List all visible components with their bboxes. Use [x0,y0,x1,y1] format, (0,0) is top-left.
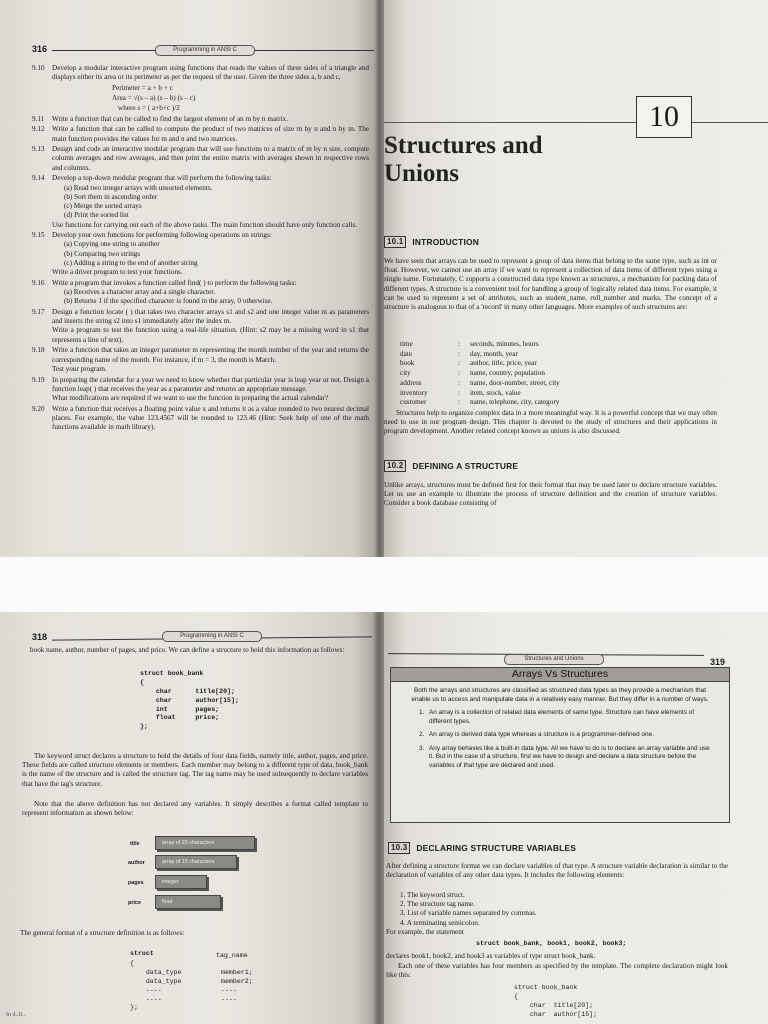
structures-paragraph: Structures help to organize complex data in a more meaningful way. It is a powerful concept that we may often need to use in our program design. This chapter is devoted to the study of structures and their applications in program development. Another related concept known as unions is also discussed. [384,409,717,436]
diagram-label-pages: pages [128,880,144,886]
sidebar-item: 1. An array is a collection of related data elements of same type. Structure can have elements of different types. [419,709,694,725]
formula-area: Area = √(s – a) (s – b) (s – c) [112,94,196,103]
running-head: Structures and Unions [504,654,604,665]
exercises-list [32,64,369,434]
exercise-9-14-item: (a) Read two integer arrays with unsorted elements. [64,183,213,192]
exercise-9-13: 9.13 Design and code an interactive modular program that will use functions to a matrix of m by n size, compute column averages and row averages, and then print the entire matrix with averages shown in respective rows and columns. [32,145,369,172]
intro-paragraph: We have seen that arrays can be used to represent a group of data items that belong to the same type, such as int or float. However, we cannot use an array if we want to represent a collection of data items of different types using a single name. Fortunately, C supports a constructed data type known as structures, a mechanism for packing data of different types. A structure is a convenient tool for handling a group of logically related data items. For example, it can be used to represent a set of attributes, such as student_name, roll_number and marks. The concept of a structure is analogous to that of a 'record' in many other languages. More examples of such structures are: [384,257,717,312]
diagram-box-author: array of 15 characters [155,855,237,869]
code-complete-declaration: struct book_bank { char title[20]; char author[15]; [514,984,598,1018]
book-spread-318-319 [0,612,768,1024]
page-317 [384,0,768,557]
exercise-9-15: 9.15 Develop your own functions for performing following operations on strings: [32,231,272,240]
declaring-paragraph: After defining a structure format we can declare variables of that type. A structure variable declaration is similar to the declaration of variables of any other data types. It includes the following elements: [386,862,728,880]
diagram-box-title: array of 20 characters [155,836,255,850]
example-row: address : name, door-number, street, city [400,378,560,387]
book-spine-shadow [372,612,384,1024]
book-db-paragraph: book name, author, number of pages, and price. We can define a structure to hold this information as follows: [30,646,345,654]
page-318 [0,612,384,1024]
general-format-paragraph: The general format of a structure definition is as follows: [20,929,185,937]
diagram-label-author: author [128,860,145,866]
exercise-9-15-item: (a) Copying one string to another [64,240,160,249]
exercise-9-12: 9.12 Write a function that can be called to compute the product of two matrices of size m by n and n by m. The main function provides the values for m and n and two matrices. [32,125,369,143]
diagram-box-price: float [155,895,221,909]
code-body: { data_type member1; data_type member2; ---- ---- ---- ---- }; [130,960,253,1012]
running-head: Programming in ANSI C [155,45,255,56]
exercise-9-18-tail: Test your program. [52,364,107,373]
sidebar-item: 2. An array is derived data type whereas a structure is a programmer-defined one. [419,731,654,739]
declaration-elements-list [386,891,686,928]
members-paragraph: Each one of these variables has four members as specified by the template. The complete declaration might look like this: [386,962,728,980]
exercise-9-17: 9.17 Design a function locate ( ) that takes two character arrays s1 and s2 and one integer value m as parameters and inserts the string s2 into s1 immediately after the index m. [32,307,369,326]
exercise-9-14: 9.14 Develop a top-down modular program that will perform the following tasks: [32,174,272,183]
exercise-9-19: 9.19 In preparing the calendar for a year we need to know whether that particular year is leap year or not. Design a function leap( ) that receives the year as a parameter and returns an appropriate message. [32,375,369,393]
list-item: 3. List of variable names separated by commas. [400,909,537,918]
exercise-9-20: 9.20 Write a function that receives a floating point value x and returns it as a value rounded to two nearest decimal places. For example, the value 123.4567 will be rounded to 123.46 (Hint: Seek help of one of the math functions available in math library). [32,404,369,432]
chapter-rule [384,122,768,123]
exercise-9-18: 9.18 Write a function that takes an integer parameter m representing the month number of the year and returns the corresponding name of the month. For instance, if m = 3, the month is March. [32,346,369,364]
section-10-3-heading: 10.3 DECLARING STRUCTURE VARIABLES [388,842,576,854]
sidebar-body [391,682,729,779]
code-declaration: struct book_bank, book1, book2, book3; [476,940,627,947]
exercise-9-19-tail: What modifications are required if we want to use the function in preparing the actual calendar? [52,393,329,402]
diagram-label-title: title [130,841,140,847]
exercise-9-14-item: (d) Print the sorted list [64,211,129,220]
section-10-1-heading: 10.1 INTRODUCTION [384,236,479,248]
page-number: 319 [710,657,726,667]
spread-gap [0,557,768,612]
declares-paragraph: declares book1, book2, and book3 as variables of type struct book_bank. [386,952,596,960]
page-316 [0,0,384,557]
diagram-label-price: price [128,900,141,906]
structure-examples-table [400,340,700,408]
keyword-struct-paragraph: The keyword struct declares a structure to hold the details of four data fields, namely title, author, pages, and price. These fields are called structure elements or members. Each member may belong to a different type of data. book_bank is the name of the structure and is called the structure tag. The tag name may be used subsequently to declare variables that have the tag's structure. [22,752,368,788]
exercise-9-16-item: (b) Returns 1 if the specified character is found in the array, 0 otherwise. [64,297,273,306]
example-row: time : seconds, minutes, hours [400,340,539,348]
exercise-9-10: 9.10 Develop a modular interactive program using functions that reads the values of three sides of a triangle and displays either its area or its perimeter as per the request of the user. Given the three sides a, b and c, [32,64,369,82]
sidebar-item: 3. Any array behaves like a built-in data type. All we have to do is to declare an array variable and use it. But in the case of a structure, first we have to design and declare a data structure before the variables of that type are declared and used. [419,744,710,769]
exercise-9-16: 9.16 Write a program that invokes a function called find( ) to perform the following tasks: [32,278,297,287]
page-number: 316 [32,44,48,54]
book-spine-shadow [374,0,384,557]
list-item: 4. A terminating semicolon. [400,918,480,927]
footer-fragment: In d..fi.. [6,1012,26,1018]
defining-paragraph: Unlike arrays, structures must be defined first for their format that may be used later to declare structure variables. Let us use an example to illustrate the process of structure definition and the creation of structure variables. Consider a book database consisting of [384,481,717,508]
formula-where: where s = ( a+b+c )/2 [118,104,180,113]
chapter-title: Structures and Unions [384,132,543,187]
sidebar-title: Arrays Vs Structures [511,667,609,680]
list-item: 1. The keyword struct. [400,891,465,899]
code-struct-book-bank: struct book_bank { char title[20]; char author[15]; int pages; float price; }; [140,670,239,731]
example-row: book : author, title, price, year [400,359,537,368]
page-number: 318 [32,632,48,642]
sidebar-title-bar [391,668,729,682]
sidebar-intro: Both the arrays and structures are classified as structured data types as they provide a mechanism that enable us to access and manipulate data in a relatively easy manner. But they differ in a number of ways. [411,687,709,703]
template-paragraph: Note that the above definition has not declared any variables. It simply describes a format called template to represent information as shown below: [22,800,368,818]
exercise-9-15-tail: Write a driver program to test your functions. [52,268,183,277]
exercise-9-11: 9.11 Write a function that can be called to find the largest element of an m by n matrix. [32,114,288,123]
exercise-9-14-item: (b) Sort them in ascending order [64,192,158,201]
page-319 [384,612,768,1024]
exercise-9-14-item: (c) Merge the sorted arrays [64,202,142,211]
exercise-9-15-item: (c) Adding a string to the end of another string [64,258,198,267]
exercise-9-15-item: (b) Comparing two strings [64,249,141,258]
example-row: customer : name, telephone, city, category [400,398,560,407]
arrays-vs-structures-box [390,667,730,823]
formula-perimeter: Perimeter = a + b + c [112,83,173,92]
chapter-number-box: 10 [636,96,692,138]
example-row: date : day, month, year [400,349,518,358]
code-tag-name: tag_name [216,952,248,959]
code-keyword: struct [130,950,154,957]
section-10-2-heading: 10.2 DEFINING A STRUCTURE [384,460,518,472]
example-row: city : name, country, population [400,369,545,378]
diagram-box-pages: integer [155,875,207,889]
list-item: 2. The structure tag name. [400,900,475,909]
running-head: Programming in ANSI C [162,631,262,642]
example-row: inventory : item, stock, value [400,388,521,397]
exercise-9-14-tail: Use functions for carrying out each of the above tasks. The main function should have only function calls. [52,220,358,229]
exercise-9-17-tail: Write a program to test the function using a real-life situation. (Hint: s2 may be a missing word in s1 that represents a line of text). [52,326,369,344]
exercise-9-16-item: (a) Receives a character array and a single character. [64,288,216,297]
example-lead: For example, the statement [386,928,464,936]
